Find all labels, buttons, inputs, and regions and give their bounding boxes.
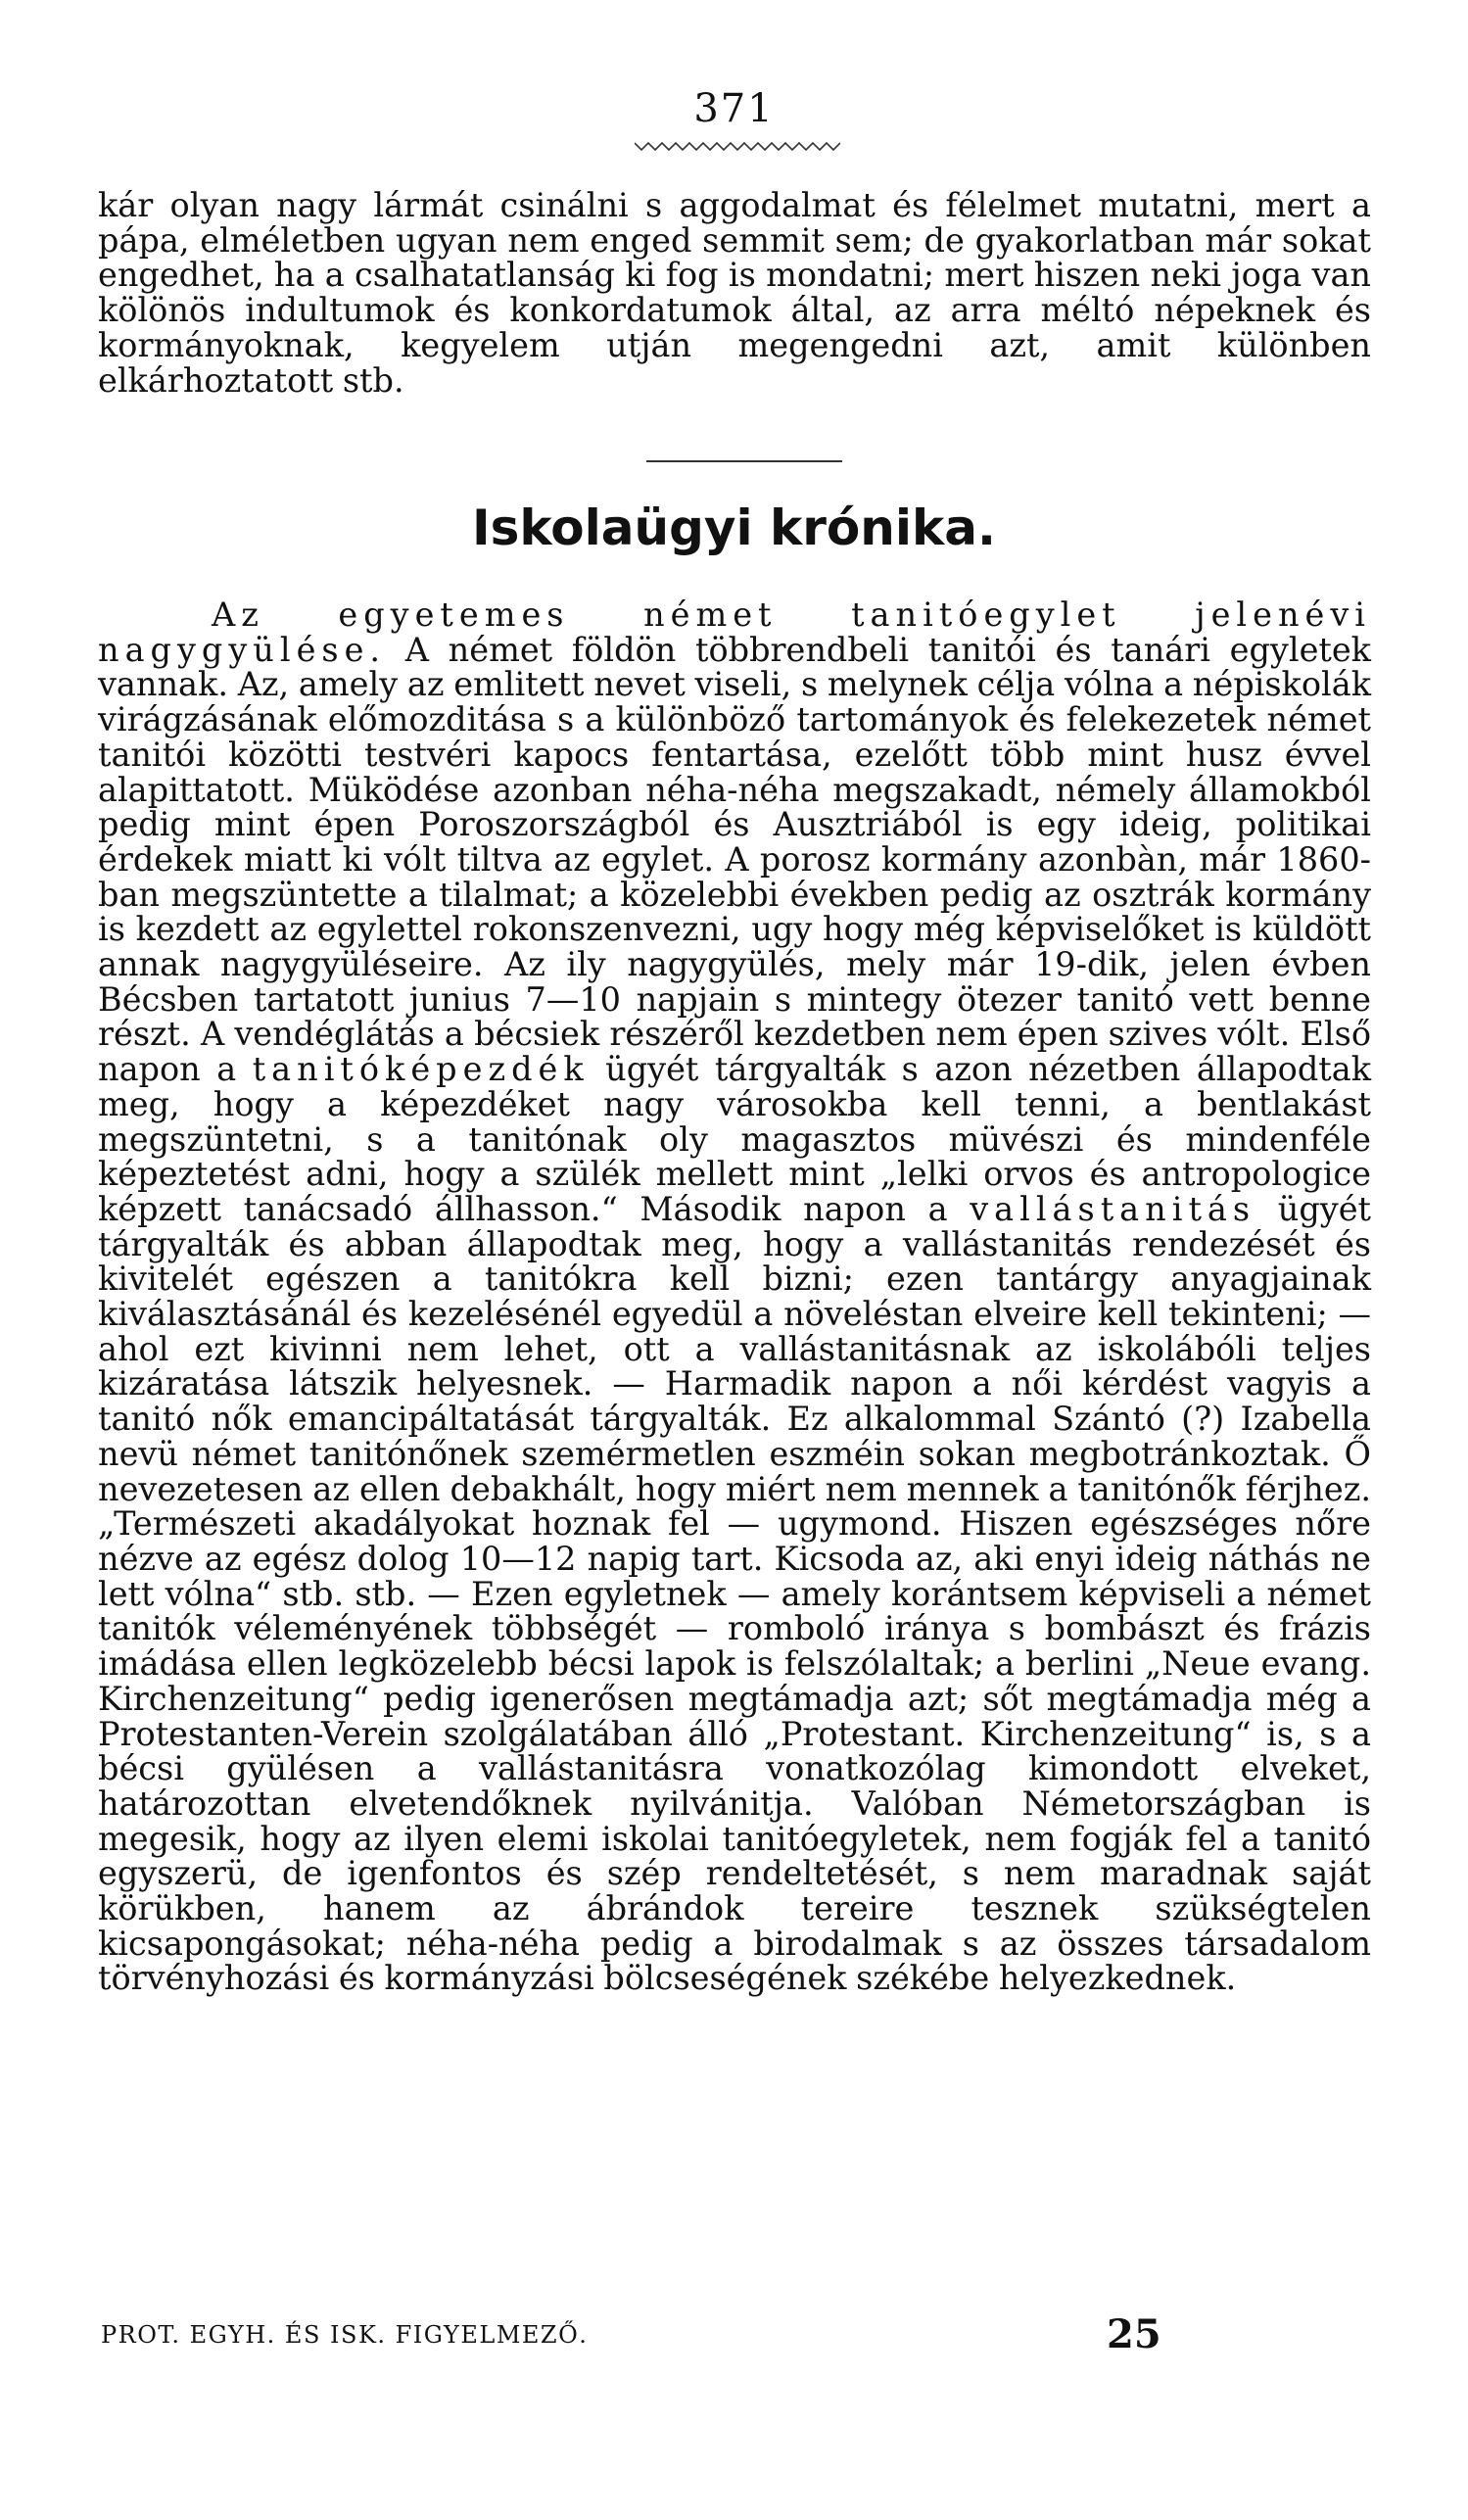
spaced-word-vallastanitas: vallástanitás <box>970 1189 1256 1228</box>
article-spaced-title: Az egyetemes német tanitóegylet jelenévi nagygyülése. <box>98 595 1371 669</box>
spaced-word-tanitokepezdek: tanitóképezdék <box>252 1050 590 1089</box>
article-paragraph <box>98 597 1371 1996</box>
intro-paragraph: kár olyan nagy lármát csinálni s aggodalmat és félelmet mutatni, mert a pápa, elméletben ugyan nem enged semmit sem; de gyakorlatban már sokat engedhet, ha a csalhatatlanság ki fog is mondatni; mert hiszen neki joga van kölönös indultumok és konkordatumok által, az arra méltó népeknek és kormányoknak, kegyelem utján megengedni azt, amit különben elkárhoztatott stb. <box>98 186 1371 400</box>
article-text-1: A német földön többrendbeli tanitói és tanári egyletek vannak. Az, amely az emlitett nevet viseli, s melynek célja vólna a népiskolák virágzásának előmozditása s a különböző tartományok és felekezetek német tanitói közötti testvéri kapocs fentartása, ezelőtt több mint husz évvel alapittatott. Müködése azonban néha-néha megszakadt, némely államokból pedig mint épen Poroszországból és Ausztriából is egy ideig, politikai érdekek miatt ki vólt tiltva az egylet. A porosz kormány azonbàn, már 1860-ban megszüntette a tilalmat; a közelebbi években pedig az osztrák kormány is kezdett az egylettel rokonszenvezni, ugy hogy még képviselőket is küldött annak nagygyüléseire. Az ily nagygyülés, mely már 19-dik, jelen évben Bécsben tartatott junius 7—10 napjain s mintegy ötezer tanitó vett benne részt. A vendéglátás a bécsiek részéről kezdetben nem épen szives vólt. Első napon a <box>98 630 1371 1089</box>
wavy-ornament <box>635 139 840 153</box>
article-text-3: ügyét tárgyalták és abban állapodtak meg, hogy a vallástanitás rendezését és kivitelét egészen a tanitókra kell bizni; ezen tantárgy anyagjainak kiválasztásánál és kezelésénél egyedül a növeléstan elveire kell tekinteni; — ahol ezt kivinni nem lehet, ott a vallástanitásnak az iskolábóli teljes kizáratása látszik helyesnek. — Harmadik napon a női kérdést vagyis a tanitó nők emancipáltatását tárgyalták. Ez alkalommal Szántó (?) Izabella nevü német tanitónőnek szemérmetlen eszméin sokan megbotránkoztak. Ő nevezetesen az ellen debakhált, hogy miért nem mennek a tanitónők férjhez. „Természeti akadályokat hoznak fel — ugymond. Hiszen egészséges nőre nézve az egész dolog 10—12 napig tart. Kicsoda az, aki enyi ideig náthás ne lett vólna“ stb. stb. — Ezen egyletnek — amely korántsem képviseli a német tanitók véleményének többségét — romboló iránya s bombászt és frázis imádása ellen legközelebb bécsi lapok is felszólaltak; a berlini „Neue evang. Kirchenzeitung“ pedig igenerősen megtámadja azt; sőt megtámadja még a Protestanten-Verein szolgálatában álló „Protestant. Kirchenzeitung“ is, s a bécsi gyülésen a vallástanitásra vonatkozólag kimondott elveket, határozottan elvetendőknek nyilvánitja. Valóban Németországban is megesik, hogy az ilyen elemi iskolai tanitóegyletek, nem fogják fel a tanitó egyszerü, de igenfontos és szép rendeltetését, s nem maradnak saját körükben, hanem az ábrándok tereire tesznek szükségtelen kicsapongásokat; néha-néha pedig a birodalmak s az összes társadalom törvényhozási és kormányzási bölcseségének székébe helyezkednek. <box>98 1189 1371 1998</box>
article-text-2: ügyét tárgyalták s azon nézetben állapodtak meg, hogy a képezdéket nagy városokba kell tenni, a bentlakást megszüntetni, s a tanitónak oly magasztos müvészi és mindenféle képeztetést adni, hogy a szülék mellett mint „lelki orvos és antropologice képzett tanácsadó állhasson.“ Második napon a <box>98 1050 1371 1228</box>
section-divider <box>646 460 842 462</box>
page-number: 371 <box>693 86 775 131</box>
footer-publication: PROT. EGYH. ÉS ISK. FIGYELMEZŐ. <box>101 2321 589 2349</box>
section-heading: Iskolaügyi krónika. <box>471 499 996 556</box>
footer-signature-number: 25 <box>1107 2311 1161 2357</box>
